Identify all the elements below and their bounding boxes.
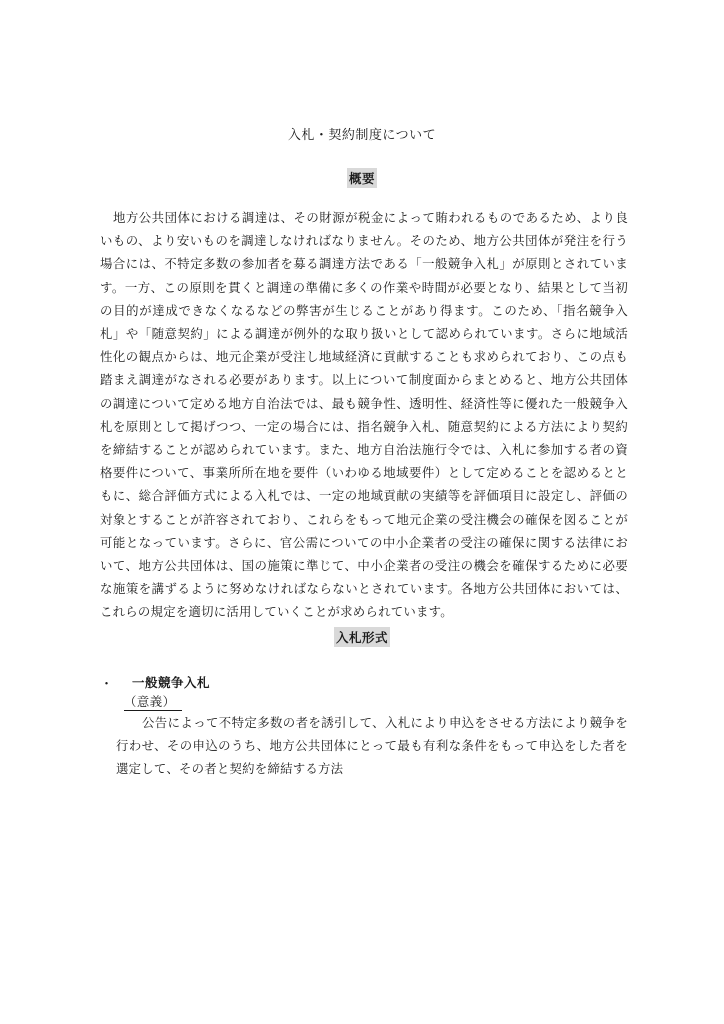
overview-paragraph: 地方公共団体における調達は、その財源が税金によって賄われるものであるため、より良いもの、より安いものを調達しなければなりません。そのため、地方公共団体が発注を行う場合には、不特定多数の参加者を募る調達方法である「一般競争入札」が原則とされています。一方、この原則を貫くと調達の準備に多くの作業や時間が必要となり、結果として当初の目的が達成できなくなるなどの弊害が生じることがあり得ます。このため、「指名競争入札」や「随意契約」による調達が例外的な取り扱いとして認められています。さらに地域活性化の観点からは、地元企業が受注し地域経済に貢献することも求められており、この点も踏まえ調達がなされる必要があります。以上について制度面からまとめると、地方公共団体の調達について定める地方自治法では、最も競争性、透明性、経済性等に優れた一般競争入札を原則として掲げつつ、一定の場合には、指名競争入札、随意契約による方法により契約を締結することが認められています。また、地方自治法施行令では、入札に参加する者の資格要件について、事業所所在地を要件（いわゆる地域要件）として定めることを認めるとともに、総合評価方式による入札では、一定の地域貢献の実績等を評価項目に設定し、評価の対象とすることが許容されており、これらをもって地元企業の受注機会の確保を図ることが可能となっています。さらに、官公需についての中小企業者の受注の確保に関する法律において、地方公共団体は、国の施策に準じて、中小企業者の受注の機会を確保するために必要な施策を講ずるように努めなければならないとされています。各地方公共団体においては、これらの規定を適切に活用していくことが求められています。 bbox=[100, 210, 628, 620]
definition-label: （意義） bbox=[124, 693, 182, 711]
document-title: 入札・契約制度について bbox=[287, 128, 437, 143]
overview-heading bbox=[0, 168, 724, 188]
definition-text: 公告によって不特定多数の者を誘引して、入札により申込をさせる方法により競争を行わせ、その申込のうち、地方公共団体にとって最も有利な条件をもって申込をした者を選定して、その者と契約を締結する方法 bbox=[116, 715, 628, 777]
bid-forms-heading-label: 入札形式 bbox=[334, 627, 390, 647]
bid-forms-heading bbox=[0, 627, 724, 647]
overview-heading-label: 概要 bbox=[347, 168, 377, 188]
bid-form-title: 一般競争入札 bbox=[132, 675, 211, 690]
bullet-icon: ・ bbox=[100, 677, 114, 692]
